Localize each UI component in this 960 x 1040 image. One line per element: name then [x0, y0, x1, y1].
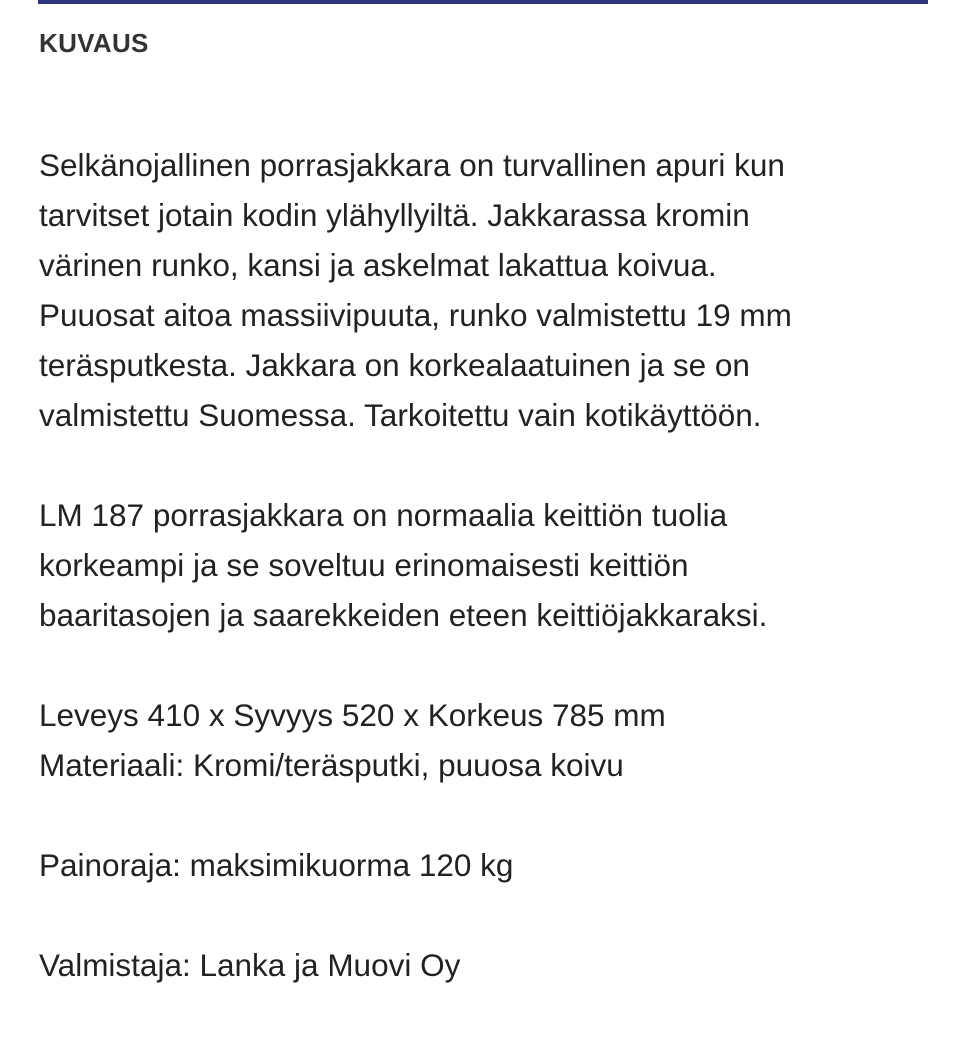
description-paragraph — [39, 490, 792, 640]
section-top-border — [38, 0, 928, 4]
section-heading: KUVAUS — [39, 28, 149, 58]
description-paragraph — [39, 840, 792, 890]
description-line: LM 187 porrasjakkara on normaalia keittiön tuolia — [39, 497, 728, 533]
description-line: Valmistaja: Lanka ja Muovi Oy — [39, 947, 461, 983]
description-line: korkeampi ja se soveltuu erinomaisesti keittiön — [39, 547, 689, 583]
description-line: tarvitset jotain kodin ylähyllyiltä. Jakkarassa kromin — [39, 197, 750, 233]
description-line: valmistettu Suomessa. Tarkoitettu vain kotikäyttöön. — [39, 397, 762, 433]
description-line: teräsputkesta. Jakkara on korkealaatuinen ja se on — [39, 347, 750, 383]
description-line: Leveys 410 x Syvyys 520 x Korkeus 785 mm — [39, 697, 666, 733]
description-paragraph — [39, 140, 792, 440]
description-line: Selkänojallinen porrasjakkara on turvallinen apuri kun — [39, 147, 785, 183]
description-line: Painoraja: maksimikuorma 120 kg — [39, 847, 514, 883]
description-line: värinen runko, kansi ja askelmat lakattua koivua. — [39, 247, 717, 283]
description-line: Materiaali: Kromi/teräsputki, puuosa koivu — [39, 747, 624, 783]
description-paragraph — [39, 690, 792, 790]
description-paragraph — [39, 940, 792, 990]
description-line: Puuosat aitoa massiivipuuta, runko valmistettu 19 mm — [39, 297, 792, 333]
description-body — [39, 140, 792, 1040]
description-line: baaritasojen ja saarekkeiden eteen keittiöjakkaraksi. — [39, 597, 768, 633]
